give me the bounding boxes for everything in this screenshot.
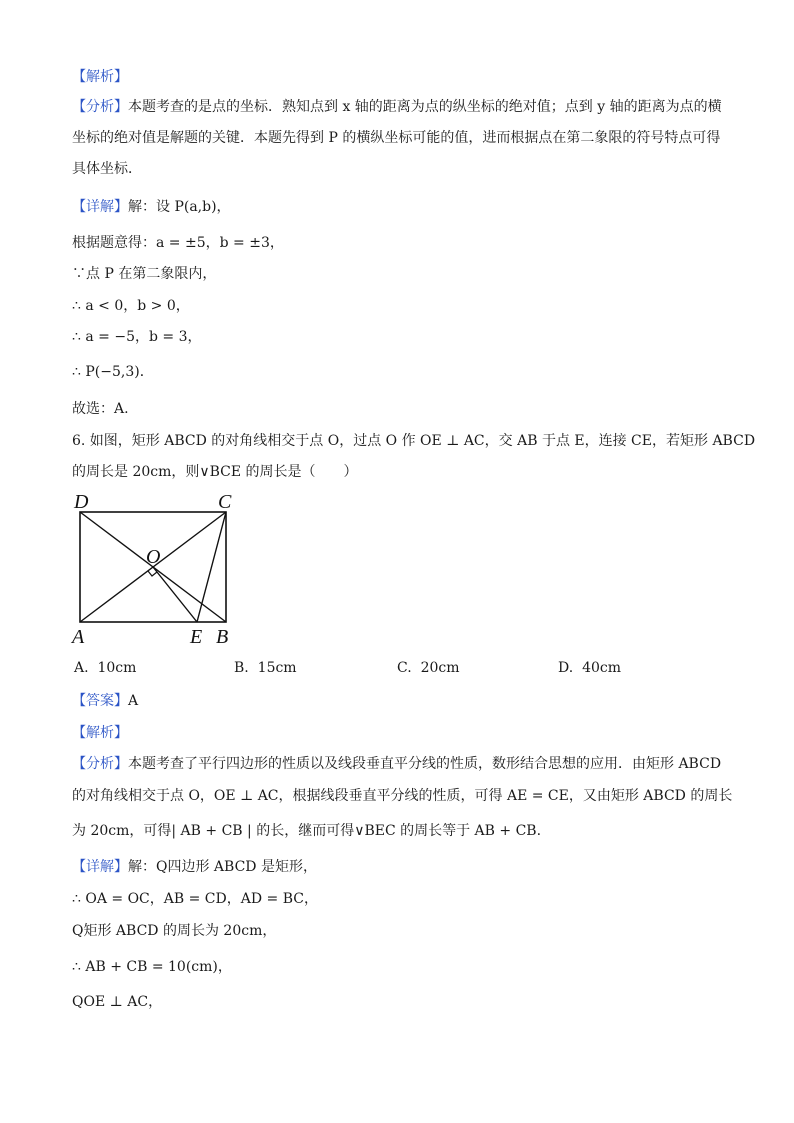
- segment-ce: [197, 512, 226, 622]
- step-4: ∴ a = −5，b = 3，: [72, 329, 202, 345]
- fenxi-line-1: [72, 98, 722, 116]
- step-5: ∴ P(−5,3)．: [72, 364, 154, 380]
- right-angle-mark: [148, 571, 157, 576]
- xiangjie2-tag: 【详解】: [72, 859, 128, 875]
- fenxi2-text-1: 本题考查了平行四边形的性质以及线段垂直平分线的性质，数形结合思想的应用．由矩形 ABCD: [128, 756, 722, 772]
- xiangjie-line-1: [72, 198, 231, 216]
- xiangjie2-line-1: [72, 858, 317, 876]
- step-1: 根据题意得：a = ±5，b = ±3，: [72, 235, 284, 251]
- answer-value: A: [128, 693, 139, 709]
- question6-line-2: 的周长是 20cm，则∨BCE 的周长是（ ）: [72, 464, 358, 480]
- choice-line: 故选：A.: [72, 401, 129, 417]
- fenxi2-line-2: 的对角线相交于点 O，OE ⊥ AC，根据线段垂直平分线的性质，可得 AE = CE，又由矩形 ABCD 的周长: [72, 788, 733, 804]
- xiangjie2-text-1: 解：Q四边形 ABCD 是矩形，: [128, 859, 317, 875]
- jiexi-heading-1: 【解析】: [72, 69, 128, 85]
- step2-1: ∴ OA = OC，AB = CD，AD = BC，: [72, 891, 318, 907]
- jiexi-heading-2: 【解析】: [72, 725, 128, 741]
- step-3: ∴ a < 0，b > 0，: [72, 298, 190, 314]
- fenxi2-line-1: [72, 755, 721, 773]
- fenxi2-line-3: 为 20cm，可得| AB + CB | 的长，继而可得∨BEC 的周长等于 AB + CB.: [72, 823, 542, 839]
- fenxi-line-3: 具体坐标．: [72, 161, 142, 177]
- step2-3: ∴ AB + CB = 10(cm)，: [72, 959, 232, 975]
- fenxi2-tag: 【分析】: [72, 756, 128, 772]
- label-e: E: [190, 626, 203, 648]
- question6-line-1: 6. 如图，矩形 ABCD 的对角线相交于点 O，过点 O 作 OE ⊥ AC，交 AB 于点 E，连接 CE，若矩形 ABCD: [72, 433, 756, 449]
- option-d: D. 40cm: [558, 660, 622, 676]
- xiangjie-tag: 【详解】: [72, 199, 128, 215]
- label-o: O: [146, 546, 161, 568]
- step-2: ∵点 P 在第二象限内，: [72, 266, 217, 282]
- step2-2: Q矩形 ABCD 的周长为 20cm，: [72, 923, 277, 939]
- label-d: D: [74, 492, 89, 513]
- step2-4: QOE ⊥ AC，: [72, 994, 163, 1010]
- answer-tag: 【答案】: [72, 693, 128, 709]
- label-b: B: [216, 626, 229, 648]
- option-c: C. 20cm: [397, 660, 460, 676]
- option-a: A. 10cm: [74, 660, 137, 676]
- fenxi-tag: 【分析】: [72, 99, 128, 115]
- label-c: C: [218, 492, 232, 513]
- fenxi-text-1: 本题考查的是点的坐标．熟知点到 x 轴的距离为点的纵坐标的绝对值；点到 y 轴的距离为点的横: [128, 99, 722, 115]
- option-b: B. 15cm: [234, 660, 297, 676]
- answer-line: [72, 692, 138, 710]
- fenxi-line-2: 坐标的绝对值是解题的关键．本题先得到 P 的横纵坐标可能的值，进而根据点在第二象限的符号特点可得: [72, 130, 721, 146]
- label-a: A: [72, 626, 85, 648]
- xiangjie-text-1: 解：设 P(a,b)，: [128, 199, 231, 215]
- rectangle-figure: [70, 492, 250, 652]
